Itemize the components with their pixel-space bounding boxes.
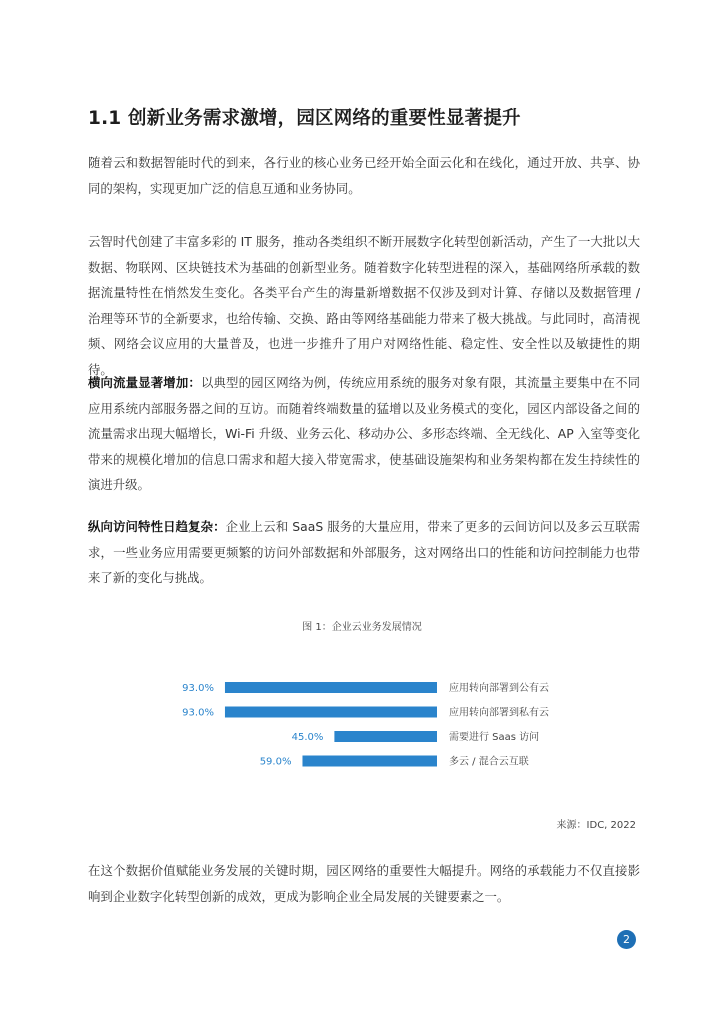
bar-3 — [302, 756, 437, 767]
category-label-3: 多云 / 混合云互联 — [449, 756, 529, 768]
figure-caption: 图 1：企业云业务发展情况 — [302, 622, 422, 633]
paragraph-horizontal-traffic — [88, 370, 640, 498]
bar-value-label-1: 93.0% — [182, 707, 214, 719]
page-number-badge: 2 — [617, 930, 636, 949]
category-label-0: 应用转向部署到公有云 — [449, 683, 549, 695]
paragraph-lead-vertical: 纵向访问特性日趋复杂： — [88, 519, 226, 534]
bar-2 — [334, 731, 437, 742]
paragraph-body-horizontal: 以典型的园区网络为例，传统应用系统的服务对象有限，其流量主要集中在不同应用系统内部服务器之间的互访。而随着终端数量的猛增以及业务模式的变化，园区内部设备之间的流量需求出现大幅增长，Wi-Fi 升级、业务云化、移动办公、多形态终端、全无线化、AP 入室等变化带来的规模化增加的信息口需求和超大接入带宽需求，使基础设施架构和业务架构都在发生持续性的演进升级。 — [88, 375, 641, 493]
paragraph-conclusion: 在这个数据价值赋能业务发展的关键时期，园区网络的重要性大幅提升。网络的承载能力不仅直接影响到企业数字化转型创新的成效，更成为影响企业全局发展的关键要素之一。 — [88, 863, 640, 904]
bar-0 — [225, 682, 437, 693]
paragraph-lead-horizontal: 横向流量显著增加： — [88, 375, 201, 390]
paragraph-vertical-access — [88, 514, 640, 591]
paragraph-body-vertical: 企业上云和 SaaS 服务的大量应用，带来了更多的云间访问以及多云互联需求，一些业务应用需要更频繁的访问外部数据和外部服务，这对网络出口的性能和访问控制能力也带来了新的变化与挑战。 — [88, 519, 640, 586]
bar-value-label-3: 59.0% — [259, 756, 292, 768]
category-label-1: 应用转向部署到私有云 — [449, 707, 549, 719]
section-title: 1.1 创新业务需求激增，园区网络的重要性显著提升 — [88, 108, 521, 129]
category-label-2: 需要进行 Saas 访问 — [449, 732, 540, 744]
bar-1 — [225, 707, 437, 718]
figure-source: 来源：IDC, 2022 — [556, 820, 636, 831]
cloud-business-bar-chart — [0, 665, 724, 785]
paragraph-intro: 随着云和数据智能时代的到来，各行业的核心业务已经开始全面云化和在线化，通过开放、共享、协同的架构，实现更加广泛的信息互通和业务协同。 — [88, 155, 640, 196]
paragraph-digital-transformation: 云智时代创建了丰富多彩的 IT 服务，推动各类组织不断开展数字化转型创新活动，产生了一大批以大数据、物联网、区块链技术为基础的创新型业务。随着数字化转型进程的深入，基础网络所承载的数据流量特性在悄然发生变化。各类平台产生的海量新增数据不仅涉及到对计算、存储以及数据管理 / 治理等环节的全新要求，也给传输、交换、路由等网络基础能力带来了极大挑战。与此同时，高清视频、网络会议应用的大量普及，也进一步推升了用户对网络性能、稳定性、安全性以及敏捷性的期待。 — [88, 234, 640, 377]
bar-value-label-2: 45.0% — [291, 732, 324, 744]
bar-value-label-0: 93.0% — [182, 683, 214, 695]
